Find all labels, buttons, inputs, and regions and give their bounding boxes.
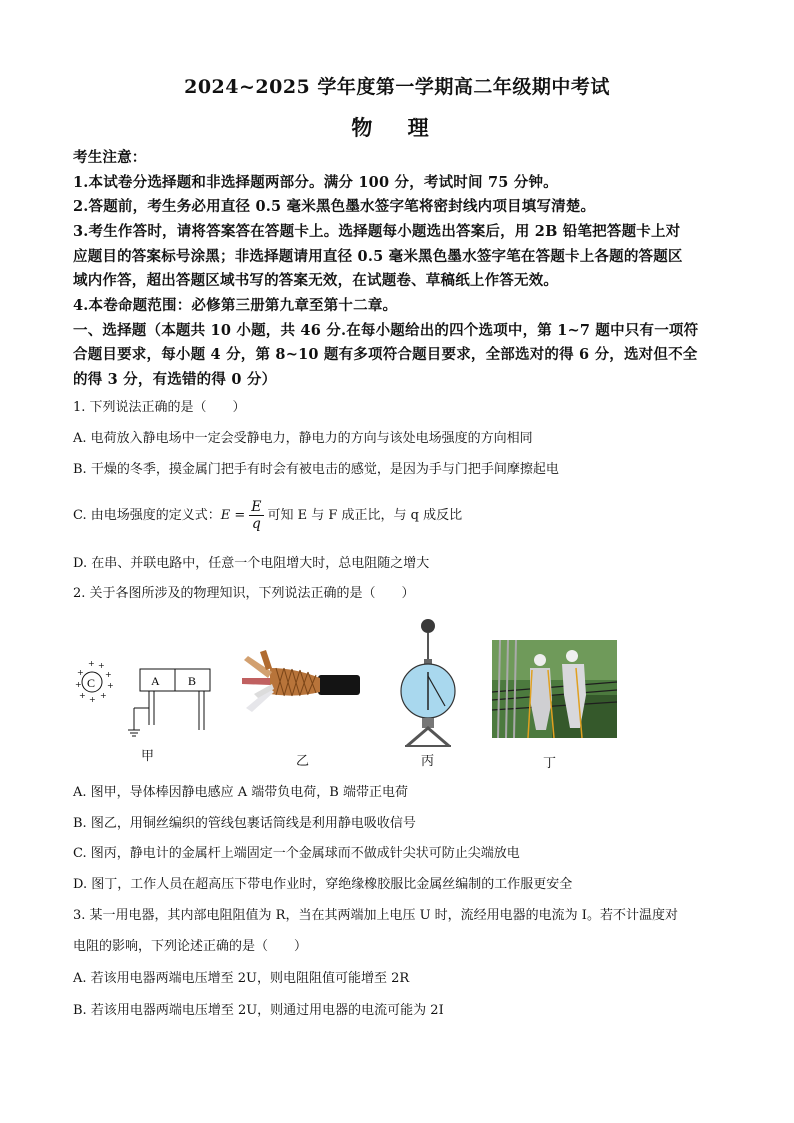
notice-item-3b: 应题目的答案标号涂黑；非选择题请用直径 0.5 毫米黑色墨水签字笔在答题卡上各题的答题区 xyxy=(73,248,683,265)
q1-formula-denominator: q xyxy=(251,516,261,532)
jia-charge-label: C xyxy=(87,676,96,690)
q2-stem: 2. 关于各图所涉及的物理知识，下列说法正确的是（ ） xyxy=(73,586,415,601)
notice-item-2: 2.答题前，考生务必用直径 0.5 毫米黑色墨水签字笔将密封线内项目填写清楚。 xyxy=(73,198,596,215)
q1-option-d: D. 在串、并联电路中，任意一个电阻增大时，总电阻随之增大 xyxy=(73,556,430,571)
notice-item-3a: 3.考生作答时，请将答案答在答题卡上。选择题每小题选出答案后，用 2B 铅笔把答题卡上对 xyxy=(73,223,681,240)
q1-option-c-suffix: 可知 E 与 F 成正比，与 q 成反比 xyxy=(267,508,463,523)
notice-heading: 考生注意： xyxy=(73,149,147,166)
section-heading-line-1: 一、选择题（本题共 10 小题，共 46 分.在每小题给出的四个选项中，第 1~7 题中只有一项符 xyxy=(73,322,699,339)
svg-text:+: + xyxy=(75,680,82,689)
svg-text:+: + xyxy=(77,668,84,677)
notice-item-1: 1.本试卷分选择题和非选择题两部分。满分 100 分，考试时间 75 分钟。 xyxy=(73,174,558,191)
figure-yi-label: 乙 xyxy=(296,754,310,769)
jia-end-b-label: B xyxy=(188,674,197,688)
q1-formula-numerator: E xyxy=(251,499,262,515)
q1-option-a: A. 电荷放入静电场中一定会受静电力，静电力的方向与该处电场强度的方向相同 xyxy=(73,431,533,446)
figure-ding-label: 丁 xyxy=(543,756,557,771)
svg-text:+: + xyxy=(88,659,95,668)
svg-text:+: + xyxy=(79,691,86,700)
q2-option-b: B. 图乙，用铜丝编织的管线包裹话筒线是利用静电吸收信号 xyxy=(73,816,416,831)
exam-title: 2024~2025 学年度第一学期高二年级期中考试 xyxy=(184,76,610,98)
figure-jia-label: 甲 xyxy=(141,749,155,764)
notice-item-3c: 域内作答，超出答题区域书写的答案无效，在试题卷、草稿纸上作答无效。 xyxy=(73,272,559,289)
q1-option-b: B. 干燥的冬季，摸金属门把手有时会有被电击的感觉，是因为手与门把手间摩擦起电 xyxy=(73,462,559,477)
figure-ding-live-line-workers-photo xyxy=(492,640,617,738)
figure-bing-electroscope xyxy=(395,616,465,751)
q2-option-d: D. 图丁，工作人员在超高压下带电作业时，穿绝缘橡胶服比金属丝编制的工作服更安全 xyxy=(73,877,573,892)
q3-option-b: B. 若该用电器两端电压增至 2U，则通过用电器的电流可能为 2I xyxy=(73,1003,444,1018)
svg-text:+: + xyxy=(89,695,96,704)
q1-option-c-prefix: C. 由电场强度的定义式： xyxy=(73,508,221,523)
subject-title: 物 理 xyxy=(351,115,443,140)
q1-option-c xyxy=(73,496,723,536)
jia-end-a-label: A xyxy=(151,674,160,688)
q1-stem: 1. 下列说法正确的是（ ） xyxy=(73,400,246,415)
notice-item-4: 4.本卷命题范围：必修第三册第九章至第十二章。 xyxy=(73,297,398,314)
svg-text:+: + xyxy=(98,661,105,670)
q3-stem-line-2: 电阻的影响，下列论述正确的是（ ） xyxy=(73,939,308,954)
svg-text:+: + xyxy=(100,691,107,700)
svg-text:+: + xyxy=(105,670,112,679)
section-heading-line-3: 的得 3 分，有选错的得 0 分） xyxy=(73,371,277,388)
section-heading-line-2: 合题目要求，每小题 4 分，第 8~10 题有多项符合题目要求，全部选对的得 6 分，选对但不全 xyxy=(73,346,698,363)
q1-formula-fraction xyxy=(249,499,263,532)
q2-option-a: A. 图甲，导体棒因静电感应 A 端带负电荷，B 端带正电荷 xyxy=(73,785,408,800)
q1-formula-lhs: E = xyxy=(220,508,246,523)
figure-bing-label: 丙 xyxy=(421,754,435,769)
figure-jia-electrostatic-induction xyxy=(72,655,222,745)
figure-yi-shielded-cable xyxy=(240,648,365,728)
q2-option-c: C. 图丙，静电计的金属杆上端固定一个金属球而不做成针尖状可防止尖端放电 xyxy=(73,846,520,861)
q3-stem-line-1: 3. 某一用电器，其内部电阻阻值为 R，当在其两端加上电压 U 时，流经用电器的电流为 I。若不计温度对 xyxy=(73,908,678,923)
q3-option-a: A. 若该用电器两端电压增至 2U，则电阻阻值可能增至 2R xyxy=(73,971,410,986)
svg-text:+: + xyxy=(107,681,114,690)
